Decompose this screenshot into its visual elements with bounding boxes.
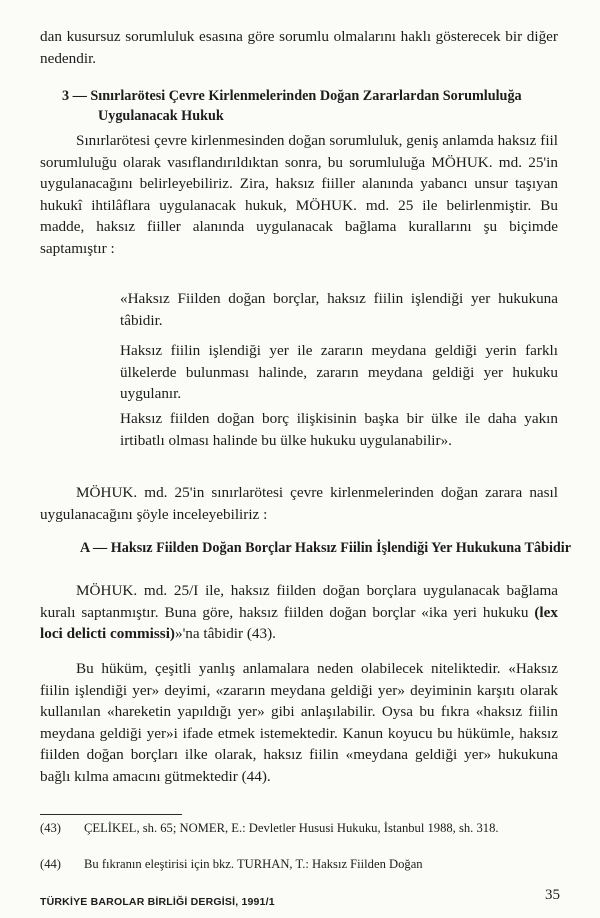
footnote-divider [40,814,182,815]
footnote-43-row [40,820,558,837]
paragraph-2: MÖHUK. md. 25'in sınırlarötesi çevre kirlenmelerinden doğan zarara nasıl uygulanacağını şöyle inceleyebiliriz : [40,484,558,523]
footnote-number: (44) [40,857,61,871]
section-3-heading: 3 — Sınırlarötesi Çevre Kirlenmelerinden Doğan Zararlardan Sorumluluğa Uygulanacak Hukuk [62,88,522,124]
footnote-44 [40,856,558,873]
footnote-43 [40,820,558,837]
paragraph-1: Sınırlarötesi çevre kirlenmesinden doğan sorumluluk, geniş anlamda haksız fiil sorumluluğu olarak vasıflandırıldıktan sonra, bu sorumluluğa MÖHUK. md. 25'in uygulanacağını belirleyebiliriz. Zira, haksız fiiller alanında yabancı unsur taşıyan hukukî ihtilâflara uygulanacak hukuk, MÖHUK. md. 25 ile belirlenmiştir. Bu madde, haksız fiiller alanında uygulanacak bağlama kurallarını şu biçimde saptamıştır : [40,132,558,257]
footnote-text: ÇELİKEL, sh. 65; NOMER, E.: Devletler Hususi Hukuku, İstanbul 1988, sh. 318. [84,821,499,835]
quote-2: Haksız fiilin işlendiği yer ile zararın meydana geldiği yerin farklı ülkelerde bulunması halinde, zararın meydana geldiği yer hukuku uygulanır. [120,342,558,403]
page-number: 35 [545,887,560,903]
paragraph-3-text-a: MÖHUK. md. 25/I ile, haksız fiilden doğan borçlara uygulanacak bağlama kuralı saptanmıştır. Buna göre, haksız fiilden doğan borçlar «ika yeri hukuku [40,582,558,621]
paragraph-3-text-b: »'na tâbidir (43). [174,625,276,643]
quote-3: Haksız fiilden doğan borç ilişkisinin başka bir ülke ile daha yakın irtibatlı olması halinde bu ülke hukuku uygulanabilir». [120,410,558,449]
paragraph-3 [40,580,558,645]
quote-1: «Haksız Fiilden doğan borçlar, haksız fiilin işlendiği yer hukukuna tâbidir. [120,290,558,329]
section-A-heading: A — Haksız Fiilden Doğan Borçlar Haksız Fiilin İşlendiği Yer Hukukuna Tâbidir [80,540,572,556]
intro-paragraph: dan kusursuz sorumluluk esasına göre sorumlu olmalarını haklı gösterecek bir diğer nedendir. [40,28,558,67]
paragraph-4: Bu hüküm, çeşitli yanlış anlamalara neden olabilecek niteliktedir. «Haksız fiilin işlendiği yer» deyimi, «zararın meydana geldiği yer» deyiminin karşıtı olarak kullanılan «hareketin yapıldığı yer» gibi anlaşılabilir. Oysa bu fıkra «haksız fiilin meydana geldiği yer»i ifade etmek istemektedir. Kanun koyucu bu hükümle, haksız fiilden doğan borçları ilke olarak, haksız fiilin «meydana geldiği yer» hukukuna bağlı kılma amacını gütmektedir (44). [40,660,558,785]
latin-term: (lex loci delicti commissi) [40,603,558,643]
journal-footer: TÜRKİYE BAROLAR BİRLİĞİ DERGİSİ, 1991/1 [40,896,275,908]
footnote-number: (43) [40,821,61,835]
footnote-44-row [40,856,558,873]
footnote-text: Bu fıkranın eleştirisi için bkz. TURHAN, T.: Haksız Fiilden Doğan [84,857,423,871]
